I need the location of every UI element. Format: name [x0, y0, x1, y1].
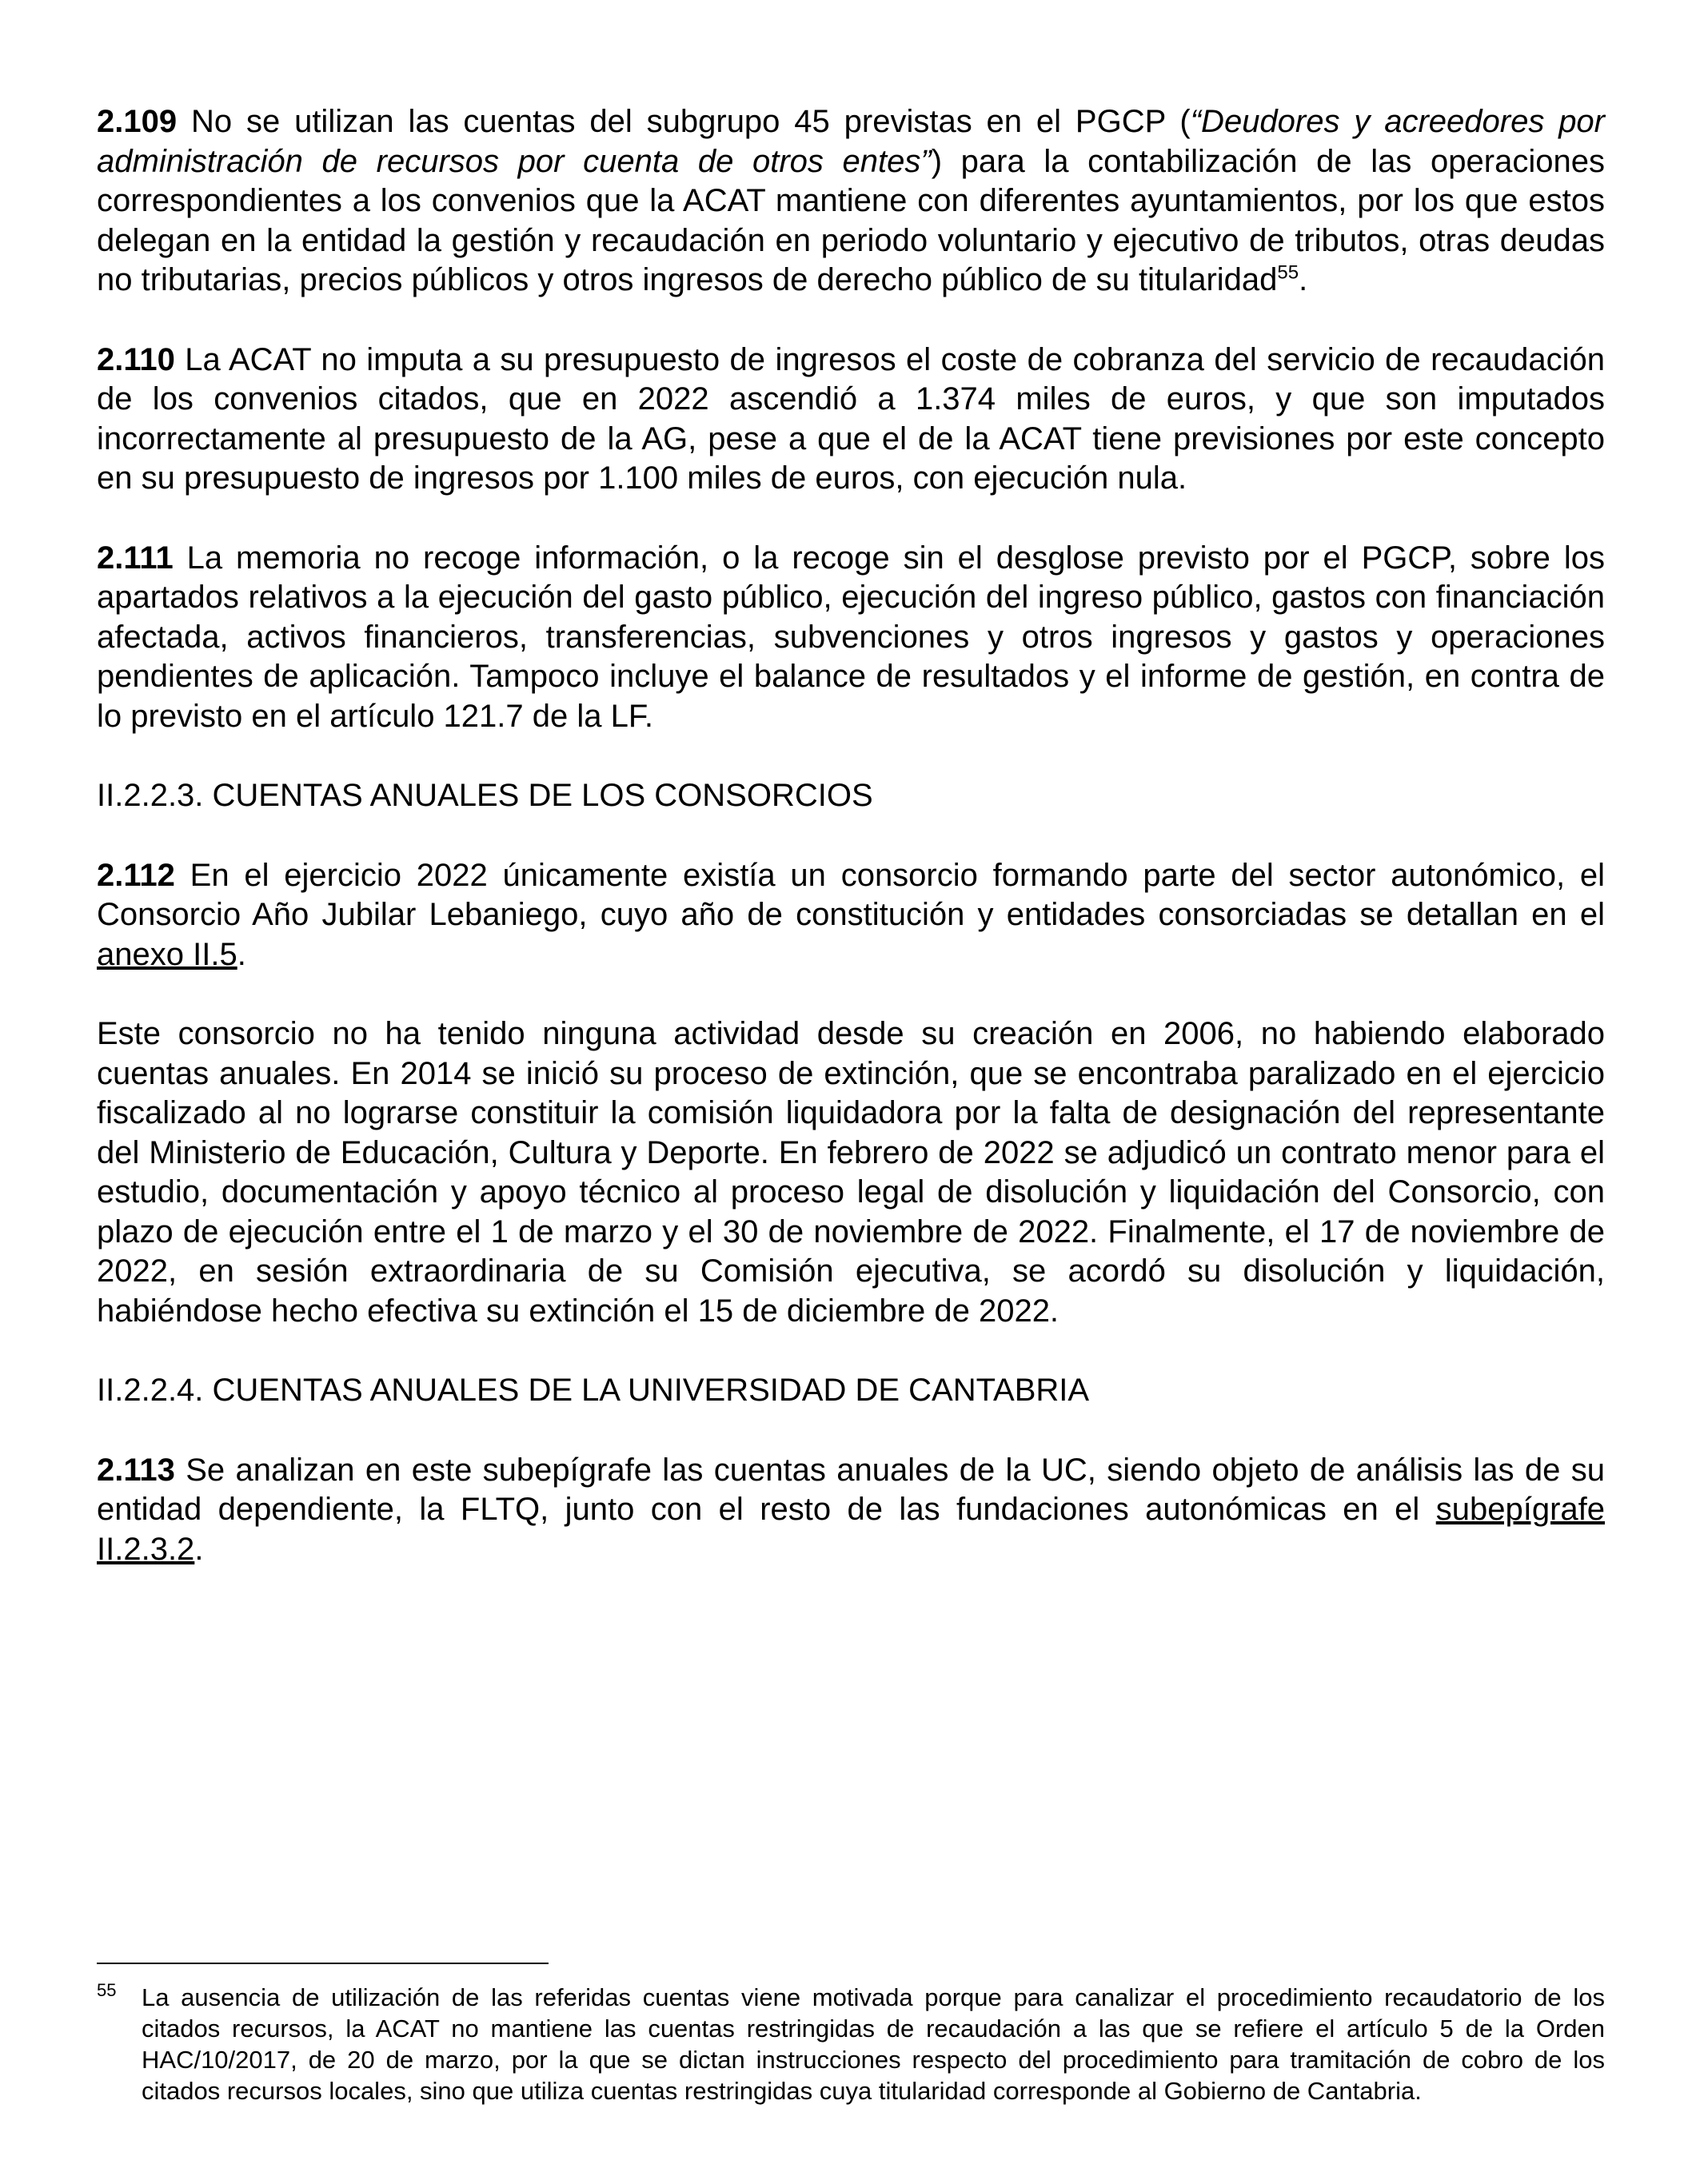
paragraph-text: No se utilizan las cuentas del subgrupo 45 previstas en el PGCP (	[177, 104, 1191, 139]
paragraph-text: .	[1299, 262, 1308, 297]
paragraph-text: .	[194, 1531, 204, 1567]
paragraph-text: En el ejercicio 2022 únicamente existía un consorcio formando parte del sector autonómico, el Consorcio Año Jubilar Lebaniego, cuyo año de constitución y entidades consorciadas se detallan en el	[97, 857, 1605, 932]
footnote-55	[97, 1982, 1605, 2106]
annex-link[interactable]: anexo II.5	[97, 936, 237, 972]
paragraph-consorcio-detail: Este consorcio no ha tenido ninguna actividad desde su creación en 2006, no habiendo elaborado cuentas anuales. En 2014 se inició su proceso de extinción, que se encontraba paralizado en el ejercicio fiscalizado al no lograrse constituir la comisión liquidadora por la falta de designación del representante del Ministerio de Educación, Cultura y Deporte. En febrero de 2022 se adjudicó un contrato menor para el estudio, documentación y apoyo técnico al proceso legal de disolución y liquidación del Consorcio, con plazo de ejecución entre el 1 de marzo y el 30 de noviembre de 2022. Finalmente, el 17 de noviembre de 2022, en sesión extraordinaria de su Comisión ejecutiva, se acordó su disolución y liquidación, habiéndose hecho efectiva su extinción el 15 de diciembre de 2022.	[97, 1016, 1605, 1329]
subsection-link[interactable]: subepígrafe II.2.3.2	[97, 1492, 1605, 1567]
paragraph-text: La memoria no recoge información, o la recoge sin el desglose previsto por el PGCP, sobre los apartados relativos a la ejecución del gasto público, ejecución del ingreso público, gastos con financiación afectada, activos financieros, transferencias, subvenciones y otros ingresos y gastos y operaciones pendientes de aplicación. Tampoco incluye el balance de resultados y el informe de gestión, en contra de lo previsto en el artículo 121.7 de la LF.	[97, 540, 1605, 734]
paragraph-2-113	[97, 1451, 1605, 1570]
section-heading-universidad: II.2.2.4. CUENTAS ANUALES DE LA UNIVERSIDAD DE CANTABRIA	[97, 1373, 1090, 1408]
quoted-account-name: “Deudores y acreedores por administración de recursos por cuenta de otros entes”	[97, 104, 1606, 179]
paragraph-text: ) para la contabilización de las operaciones correspondientes a los convenios que la ACAT mantiene con diferentes ayuntamientos, por los que estos delegan en la entidad la gestión y recaudación en periodo voluntario y ejecutivo de tributos, otras deudas no tributarias, precios públicos y otros ingresos de derecho público de su titularidad	[97, 143, 1605, 297]
paragraph-number: 2.109	[97, 104, 178, 139]
footnotes-area	[97, 1963, 1605, 2106]
paragraph-number: 2.113	[97, 1452, 175, 1488]
paragraph-text: .	[237, 936, 246, 972]
paragraph-text: La ACAT no imputa a su presupuesto de ingresos el coste de cobranza del servicio de recaudación de los convenios citados, que en 2022 ascendió a 1.374 miles de euros, y que son imputados incorrectamente al presupuesto de la AG, pese a que el de la ACAT tiene previsiones por este concepto en su presupuesto de ingresos por 1.100 miles de euros, con ejecución nula.	[97, 341, 1605, 496]
footnote-mark: 55	[97, 1980, 117, 2000]
document-body	[97, 102, 1605, 1569]
paragraph-number: 2.110	[97, 341, 175, 377]
footnote-separator	[97, 1963, 549, 1964]
paragraph-2-110	[97, 341, 1605, 499]
paragraph-2-111	[97, 539, 1605, 737]
paragraph-text: Se analizan en este subepígrafe las cuentas anuales de la UC, siendo objeto de análisis las de su entidad dependiente, la FLTQ, junto con el resto de las fundaciones autonómicas en el	[97, 1452, 1605, 1527]
footnote-reference[interactable]: 55	[1277, 261, 1299, 284]
paragraph-number: 2.112	[97, 857, 175, 893]
paragraph-number: 2.111	[97, 540, 174, 576]
paragraph-2-112	[97, 856, 1605, 975]
section-heading-consorcios: II.2.2.3. CUENTAS ANUALES DE LOS CONSORCIOS	[97, 778, 873, 813]
paragraph-2-109	[97, 102, 1605, 301]
footnote-text: La ausencia de utilización de las referidas cuentas viene motivada porque para canalizar el procedimiento recaudatorio de los citados recursos, la ACAT no mantiene las cuentas restringidas de recaudación a las que se refiere el artículo 5 de la Orden HAC/10/2017, de 20 de marzo, por la que se dictan instrucciones respecto del procedimiento para tramitación de cobro de los citados recursos locales, sino que utiliza cuentas restringidas cuya titularidad corresponde al Gobierno de Cantabria.	[142, 1983, 1605, 2105]
